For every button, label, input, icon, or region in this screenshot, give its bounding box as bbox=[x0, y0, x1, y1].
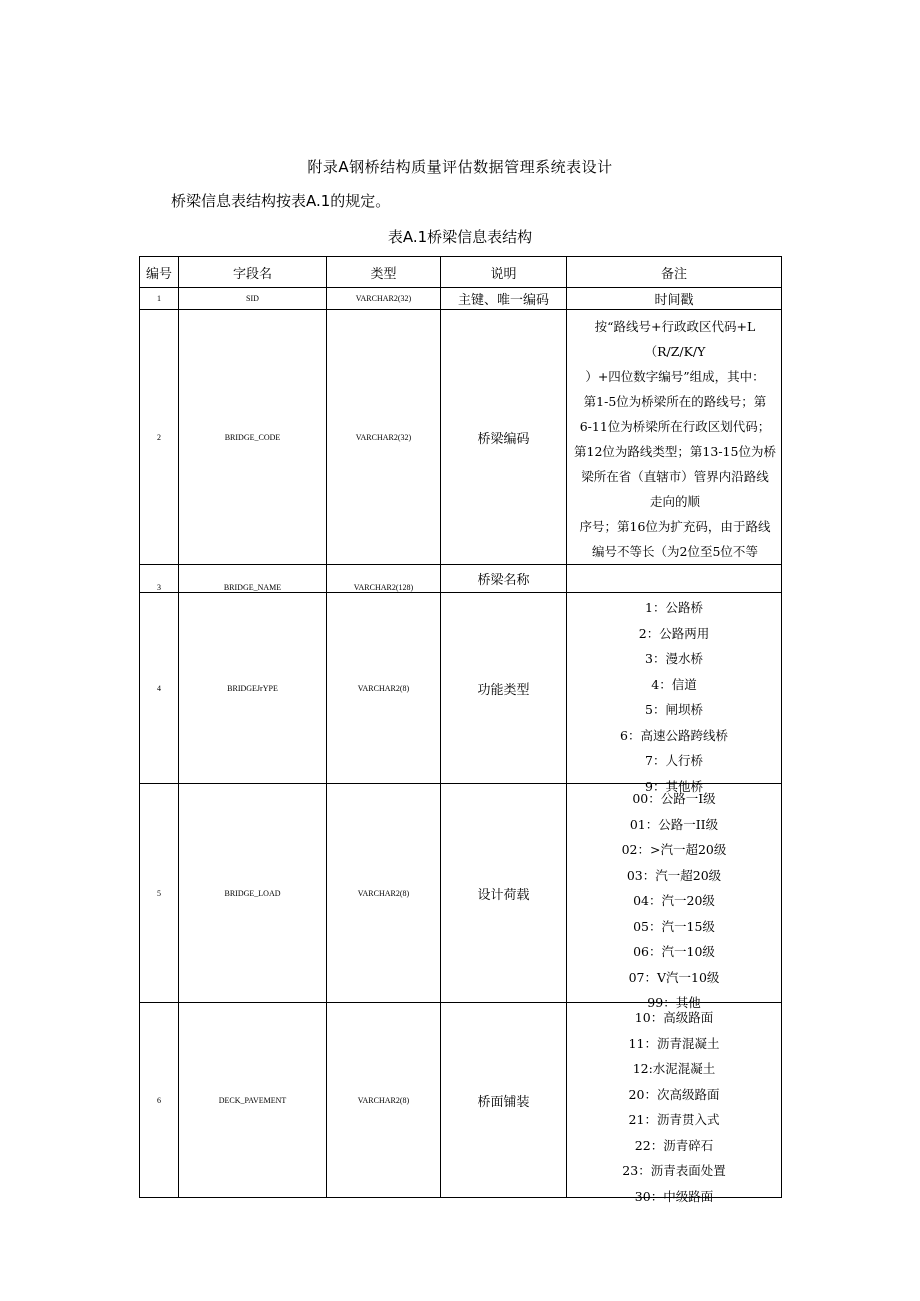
note-line: 10：高级路面 bbox=[634, 1010, 714, 1025]
table-row bbox=[140, 310, 782, 565]
header-note: 备注 bbox=[567, 257, 782, 288]
note-line: 梁所在省（直辖市）管界内沿路线 bbox=[581, 469, 769, 484]
row-type: VARCHAR2(8) bbox=[327, 593, 441, 784]
row-field: DECK_PAVEMENT bbox=[179, 1003, 327, 1198]
table-row bbox=[140, 1003, 782, 1198]
row-desc: 主键、唯一编码 bbox=[441, 288, 567, 310]
note-line: 05：汽一15级 bbox=[633, 918, 715, 934]
note-line: 03：汽一超20级 bbox=[626, 867, 722, 883]
note-line: 23：沥青表面处置 bbox=[622, 1163, 726, 1178]
bridge-info-table bbox=[139, 256, 782, 1204]
row-type: VARCHAR2(32) bbox=[327, 310, 441, 565]
row-desc: 桥梁编码 bbox=[441, 310, 567, 565]
note-line: ）+四位数字编号”组成，其中： bbox=[585, 369, 765, 384]
note-line: 2：公路两用 bbox=[638, 625, 710, 641]
note-line: 7：人行桥 bbox=[645, 753, 703, 768]
row-type: VARCHAR2(8) bbox=[327, 1003, 441, 1198]
note-line: 01：公路一II级 bbox=[629, 816, 719, 832]
note-line: 02：>汽一超20级 bbox=[621, 842, 727, 857]
note-line: 3：漫水桥 bbox=[645, 651, 703, 666]
row-note bbox=[567, 593, 781, 794]
table-row bbox=[140, 565, 782, 593]
row-field: BRIDGE_LOAD bbox=[179, 784, 327, 1003]
row-field: SID bbox=[179, 288, 327, 310]
row-note bbox=[567, 1003, 781, 1204]
note-line: 6-11位为桥梁所在行政区划代码； bbox=[579, 419, 771, 434]
note-line: 4：信道 bbox=[651, 676, 697, 692]
row-note bbox=[567, 784, 781, 1010]
header-num: 编号 bbox=[140, 257, 179, 288]
row-desc: 桥梁名称 bbox=[441, 565, 567, 593]
note-line: 6：高速公路跨线桥 bbox=[620, 727, 728, 743]
note-line: 5：闸坝桥 bbox=[645, 702, 703, 717]
note-line: 按“路线号+行政政区代码+L（R/Z/K/Y bbox=[594, 319, 756, 359]
row-note: 时间戳 bbox=[654, 293, 694, 308]
note-line: 11：沥青混凝土 bbox=[628, 1035, 720, 1051]
note-line: 12:水泥混凝土 bbox=[632, 1061, 716, 1076]
row-type: VARCHAR2(32) bbox=[327, 288, 441, 310]
row-desc: 功能类型 bbox=[441, 593, 567, 784]
row-field: BRIDGE_CODE bbox=[179, 310, 327, 565]
row-num: 2 bbox=[140, 310, 179, 565]
row-field: BRIDGE_NAME bbox=[179, 565, 327, 593]
note-line: 第1-5位为桥梁所在的路线号；第 bbox=[583, 394, 767, 409]
header-type: 类型 bbox=[327, 257, 441, 288]
table-row bbox=[140, 593, 782, 784]
note-line: 00：公路一I级 bbox=[632, 791, 716, 806]
row-num: 4 bbox=[140, 593, 179, 784]
row-note bbox=[567, 310, 781, 564]
table-caption: 表A.1桥梁信息表结构 bbox=[387, 228, 533, 246]
note-line: 1：公路桥 bbox=[645, 600, 703, 615]
row-num: 6 bbox=[140, 1003, 179, 1198]
row-num: 1 bbox=[140, 288, 179, 310]
table-row bbox=[140, 784, 782, 1003]
row-type: VARCHAR2(8) bbox=[327, 784, 441, 1003]
note-line: 22：沥青碎石 bbox=[634, 1137, 714, 1153]
note-line: 9：其他桥 bbox=[645, 778, 703, 794]
page-title: 附录A钢桥结构质量评估数据管理系统表设计 bbox=[307, 158, 613, 176]
table-header-row bbox=[140, 257, 782, 288]
row-num: 3 bbox=[140, 565, 179, 593]
note-line: 序号；第16位为扩充码，由于路线 bbox=[579, 519, 771, 534]
row-desc: 设计荷载 bbox=[441, 784, 567, 1003]
note-line: 走向的顺 bbox=[649, 494, 700, 509]
note-line: 99：其他 bbox=[647, 995, 701, 1010]
header-desc: 说明 bbox=[441, 257, 567, 288]
intro-paragraph: 桥梁信息表结构按表A.1的规定。 bbox=[171, 192, 391, 210]
row-note bbox=[567, 565, 782, 593]
note-line: 30：中级路面 bbox=[634, 1188, 714, 1204]
header-field: 字段名 bbox=[179, 257, 327, 288]
row-num: 5 bbox=[140, 784, 179, 1003]
note-line: 06：汽一10级 bbox=[633, 944, 715, 959]
note-line: 第12位为路线类型；第13-15位为桥 bbox=[574, 444, 776, 459]
row-type: VARCHAR2(128) bbox=[327, 565, 441, 593]
note-line: 编号不等长（为2位至5位不等 bbox=[592, 544, 758, 559]
note-line: 21：沥青贯入式 bbox=[628, 1112, 720, 1127]
row-field: BRIDGEJrYPE bbox=[179, 593, 327, 784]
note-line: 04：汽一20级 bbox=[633, 893, 715, 908]
table-row bbox=[140, 288, 782, 310]
note-line: 20：次高级路面 bbox=[628, 1086, 720, 1102]
note-line: 07：V汽一10级 bbox=[628, 969, 720, 985]
row-desc: 桥面铺装 bbox=[441, 1003, 567, 1198]
